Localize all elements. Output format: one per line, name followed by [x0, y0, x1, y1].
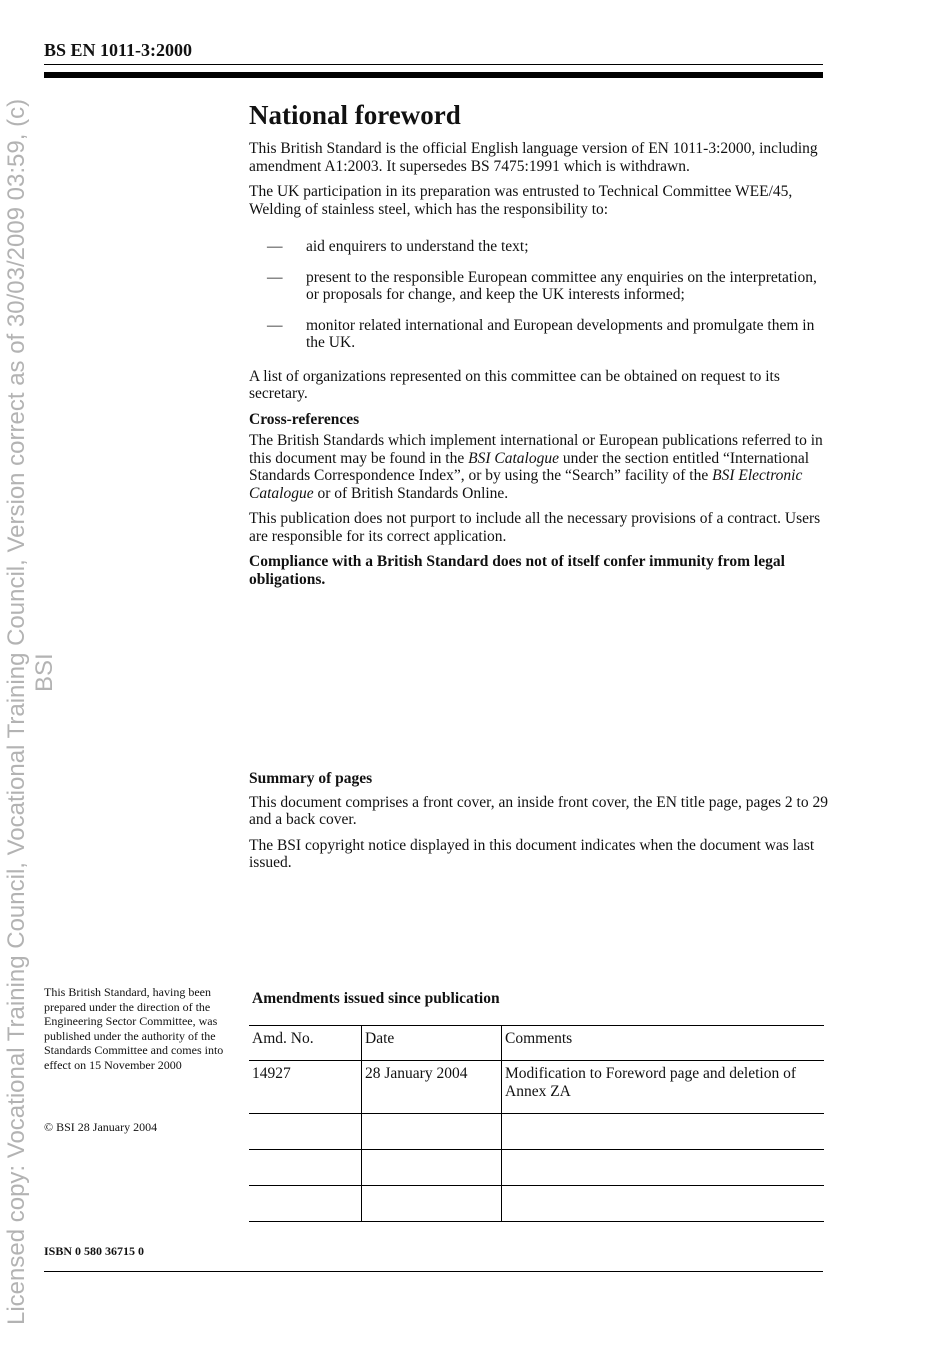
foreword-para-3: A list of organizations represented on this committee can be obtained on request to its secretary.: [249, 367, 780, 402]
list-item: — monitor related international and European developments and promulgate them in the UK.: [267, 316, 815, 351]
bsi-catalogue-ref: BSI Catalogue: [468, 449, 559, 467]
list-item: — present to the responsible European committee any enquiries on the interpretation, or proposals for change, and keep the UK interests informed;: [267, 268, 817, 303]
amendments-table: [249, 1025, 824, 1222]
summary-para-2: The BSI copyright notice displayed in this document indicates when the document was last issued.: [249, 836, 815, 871]
license-watermark: [0, 0, 60, 1345]
foreword-para-4: This publication does not purport to include all the necessary provisions of a contract. Users are responsible for its correct application.: [249, 510, 821, 545]
summary-para-1: This document comprises a front cover, an inside front cover, the EN title page, pages 2 to 29 and a back cover.: [249, 793, 828, 828]
dash-marker: —: [267, 268, 283, 286]
publication-sidenote: This British Standard, having been prepared under the direction of the Engineering Sector Committee, was published under the authority of the Standards Committee and comes into effect on 15 November 2000: [44, 985, 224, 1072]
table-row: [249, 1061, 824, 1114]
table-row-empty: [249, 1186, 824, 1222]
column-header-date: Date: [362, 1026, 502, 1061]
compliance-statement: Compliance with a British Standard does not of itself confer immunity from legal obligations.: [249, 553, 785, 588]
standard-id-header: BS EN 1011-3:2000: [44, 40, 193, 60]
list-item: — aid enquirers to understand the text;: [267, 238, 529, 255]
foreword-para-2: The UK participation in its preparation was entrusted to Technical Committee WEE/45, Welding of stainless steel, which has the responsibility to:: [249, 183, 793, 218]
table-row-empty: [249, 1150, 824, 1186]
footer-rule: [44, 1271, 823, 1272]
copyright-notice: © BSI 28 January 2004: [44, 1120, 158, 1134]
date-cell: 28 January 2004: [362, 1061, 502, 1114]
dash-marker: —: [267, 238, 283, 255]
crossref-paragraph: The British Standards which implement international or European publications referred to in this document may be found in the BSI Catalogue under the section entitled “International Standards Correspondence Index”, or by using the “Search” facility of the BSI Electronic Catalogue or of British Standards Online.: [249, 432, 823, 502]
page-title: National foreword: [249, 100, 461, 130]
foreword-para-1: This British Standard is the official English language version of EN 1011-3:2000, including amendment A1:2003. It supersedes BS 7475:1991 which is withdrawn.: [249, 140, 818, 175]
comments-cell: Modification to Foreword page and deletion of Annex ZA: [502, 1061, 825, 1114]
table-row-empty: [249, 1114, 824, 1150]
summary-heading: Summary of pages: [249, 770, 373, 787]
watermark-line-1: Licensed copy: Vocational Training Council, Vocational Training Council, Version correct as of 30/03/2009 03:59, (c): [3, 98, 30, 1325]
amendments-title: Amendments issued since publication: [252, 990, 500, 1007]
amd-no-cell: 14927: [249, 1061, 362, 1114]
isbn: ISBN 0 580 36715 0: [44, 1244, 145, 1258]
national-foreword-section: [249, 100, 825, 596]
watermark-line-2: BSI: [31, 653, 58, 692]
crossref-heading: Cross-references: [249, 410, 360, 428]
header-rule-thick: [44, 72, 823, 78]
table-header-row: [249, 1026, 824, 1061]
responsibility-list: [249, 238, 825, 352]
column-header-comments: Comments: [502, 1026, 825, 1061]
summary-of-pages-section: [249, 770, 829, 880]
header-rule-thin: [44, 64, 823, 65]
column-header-amd-no: Amd. No.: [249, 1026, 362, 1061]
dash-marker: —: [267, 316, 283, 334]
bsi-electronic-catalogue-ref: BSI Electronic Catalogue: [249, 467, 803, 502]
